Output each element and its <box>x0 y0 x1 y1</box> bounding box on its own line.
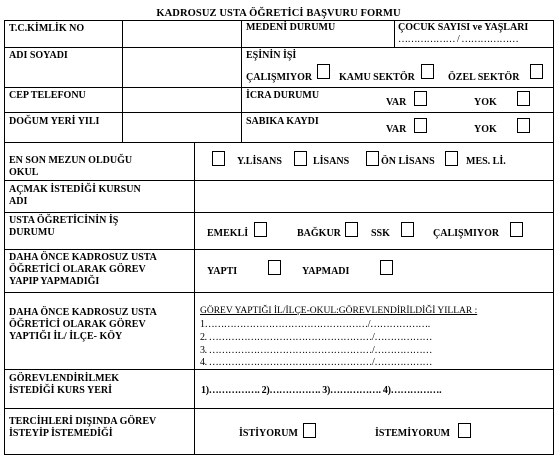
esinin-calismiyor-checkbox[interactable] <box>317 64 330 79</box>
tercih-istiyorum-checkbox[interactable] <box>303 423 316 438</box>
sabika-yok-label: YOK <box>474 124 497 135</box>
gorev-field[interactable]: 1)……………. 2)……………. 3)……………. 4)……………. <box>201 385 442 396</box>
form-title: KADROSUZ USTA ÖĞRETİCİ BAŞVURU FORMU <box>156 8 401 19</box>
cocuk-field[interactable]: ……………… / ……………… <box>398 34 519 45</box>
is-label-1: USTA ÖĞRETİCİNİN İŞ <box>9 215 119 226</box>
dogum-label: DOĞUM YERİ YILI <box>9 116 100 127</box>
tercih-opt-istiyorum: İSTİYORUM <box>239 428 298 439</box>
daha2-label-3: YAPTIĞI İL/ İLÇE- KÖY <box>9 331 123 342</box>
mezun-opt-lisans: LİSANS <box>313 156 350 167</box>
mezun-opt-mesli: MES. Lİ. <box>466 156 506 167</box>
is-opt-ssk: SSK <box>371 228 390 239</box>
mezun-label-1: EN SON MEZUN OLDUĞU <box>9 155 133 166</box>
medeni-label: MEDENİ DURUMU <box>246 22 336 33</box>
icra-var-label: VAR <box>386 97 407 108</box>
kurs-label-2: ADI <box>9 196 28 207</box>
esinin-opt-kamu: KAMU SEKTÖR <box>339 72 415 83</box>
is-calismiyor-checkbox[interactable] <box>510 222 523 237</box>
daha1-yapmadi-checkbox[interactable] <box>380 260 393 275</box>
tercih-opt-istemiyorum: İSTEMİYORUM <box>375 428 451 439</box>
daha1-opt-yapti: YAPTI <box>207 266 238 277</box>
kurs-label-1: AÇMAK İSTEDİĞİ KURSUN <box>9 184 141 195</box>
tercih-istemiyorum-checkbox[interactable] <box>458 423 471 438</box>
tc-label: T.C.KİMLİK NO <box>9 23 85 34</box>
tc-field[interactable] <box>123 21 240 47</box>
icra-label: İCRA DURUMU <box>246 90 320 101</box>
is-opt-emekli: EMEKLİ <box>207 228 249 239</box>
tercih-label-2: İSTEYİP İSTEMEDİĞİ <box>9 428 113 439</box>
mezun-lisans-checkbox[interactable] <box>294 151 307 166</box>
mezun-opt-onlisans: ÖN LİSANS <box>381 156 435 167</box>
mezun-label-2: OKUL <box>9 167 39 178</box>
sabika-var-label: VAR <box>386 124 407 135</box>
esinin-opt-calismiyor: ÇALIŞMIYOR <box>246 72 313 83</box>
sabika-label: SABIKA KAYDI <box>246 116 319 127</box>
daha2-label-1: DAHA ÖNCE KADROSUZ USTA <box>9 307 157 318</box>
gorev-label-1: GÖREVLENDİRİLMEK <box>9 373 120 384</box>
daha1-label-2: ÖĞRETİCİ OLARAK GÖREV <box>9 264 146 275</box>
mezun-onlisans-checkbox[interactable] <box>366 151 379 166</box>
daha2-line-4[interactable]: 4. ……………………………………………/……………… <box>200 357 432 368</box>
daha2-label-2: ÖĞRETİCİ OLARAK GÖREV <box>9 319 146 330</box>
cep-label: CEP TELEFONU <box>9 90 86 101</box>
is-opt-calismiyor: ÇALIŞMIYOR <box>433 228 500 239</box>
esinin-label: EŞİNİN İŞİ <box>246 50 297 61</box>
cocuk-label: ÇOCUK SAYISI ve YAŞLARI <box>398 22 529 33</box>
esinin-ozel-checkbox[interactable] <box>530 64 543 79</box>
mezun-mesli-checkbox[interactable] <box>445 151 458 166</box>
daha2-header: GÖREV YAPTIĞI İL/İLÇE-OKUL:GÖREVLENDİRİLDİĞİ YILLAR : <box>200 306 478 316</box>
daha2-line-3[interactable]: 3. ……………………………………………/……………… <box>200 345 432 356</box>
sabika-yok-checkbox[interactable] <box>517 118 530 133</box>
is-opt-bagkur: BAĞKUR <box>297 228 341 239</box>
icra-var-checkbox[interactable] <box>414 91 427 106</box>
is-label-2: DURUMU <box>9 227 55 238</box>
is-bagkur-checkbox[interactable] <box>345 222 358 237</box>
daha1-label-1: DAHA ÖNCE KADROSUZ USTA <box>9 252 157 263</box>
dogum-field[interactable] <box>123 113 240 141</box>
is-emekli-checkbox[interactable] <box>254 222 267 237</box>
daha1-label-3: YAPIP YAPMADIĞI <box>9 276 100 287</box>
cep-field[interactable] <box>123 88 240 111</box>
mezun-opt-ylisans: Y.LİSANS <box>237 156 282 167</box>
gorev-label-2: İSTEDİĞİ KURS YERİ <box>9 385 112 396</box>
esinin-kamu-checkbox[interactable] <box>421 64 434 79</box>
daha1-yapti-checkbox[interactable] <box>268 260 281 275</box>
icra-yok-label: YOK <box>474 97 497 108</box>
icra-yok-checkbox[interactable] <box>517 91 530 106</box>
sabika-var-checkbox[interactable] <box>414 118 427 133</box>
daha2-line-1[interactable]: 1……………………………………………/………………. <box>200 319 430 330</box>
daha1-opt-yapmadi: YAPMADI <box>302 266 350 277</box>
esinin-opt-ozel: ÖZEL SEKTÖR <box>448 72 520 83</box>
tercih-label-1: TERCİHLERİ DIŞINDA GÖREV <box>9 416 157 427</box>
is-ssk-checkbox[interactable] <box>401 222 414 237</box>
adi-field[interactable] <box>123 48 240 86</box>
kurs-field[interactable] <box>195 181 552 211</box>
adi-label: ADI SOYADI <box>9 50 68 61</box>
daha2-line-2[interactable]: 2. ……………………………………………/……………… <box>200 332 432 343</box>
mezun-ylisans-checkbox[interactable] <box>212 151 225 166</box>
